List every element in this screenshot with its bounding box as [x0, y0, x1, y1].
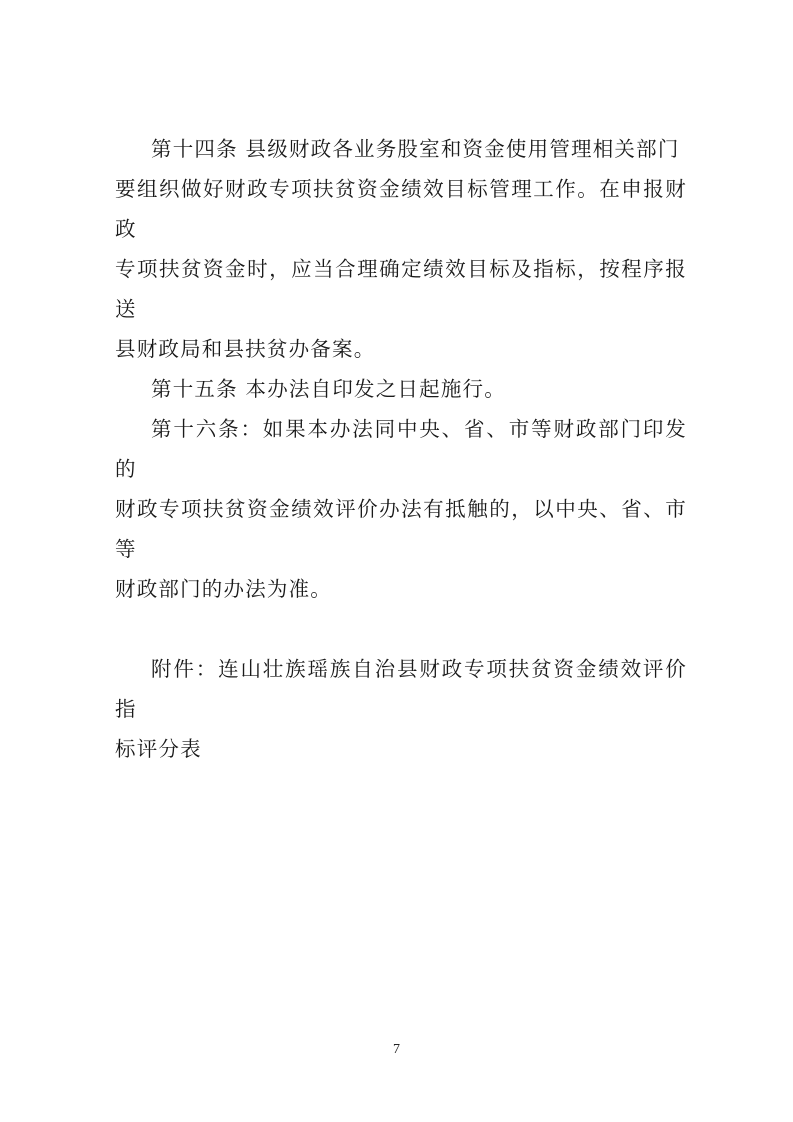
article-16-line: 财政部门的办法为准。	[115, 577, 332, 601]
article-16-line: 财政专项扶贫资金绩效评价办法有抵触的，以中央、省、市等	[115, 497, 687, 561]
page-number: 7	[393, 1042, 400, 1057]
article-14-line: 第十四条 县级财政各业务股室和资金使用管理相关部门	[151, 137, 680, 161]
article-14-paragraph	[115, 129, 687, 369]
article-14-line: 专项扶贫资金时，应当合理确定绩效目标及指标，按程序报送	[115, 257, 687, 321]
article-14-line: 要组织做好财政专项扶贫资金绩效目标管理工作。在申报财政	[115, 177, 687, 241]
article-16-line: 第十六条：如果本办法同中央、省、市等财政部门印发的	[115, 417, 687, 481]
attachment-paragraph	[115, 649, 687, 769]
attachment-line: 附件：连山壮族瑶族自治县财政专项扶贫资金绩效评价指	[115, 657, 687, 721]
attachment-line: 标评分表	[115, 737, 202, 761]
article-15-paragraph	[115, 369, 687, 409]
document-body	[115, 129, 687, 769]
article-14-line: 县财政局和县扶贫办备案。	[115, 337, 376, 361]
paragraph-spacer	[115, 609, 687, 649]
article-15-line: 第十五条 本办法自印发之日起施行。	[151, 377, 506, 401]
article-16-paragraph	[115, 409, 687, 609]
